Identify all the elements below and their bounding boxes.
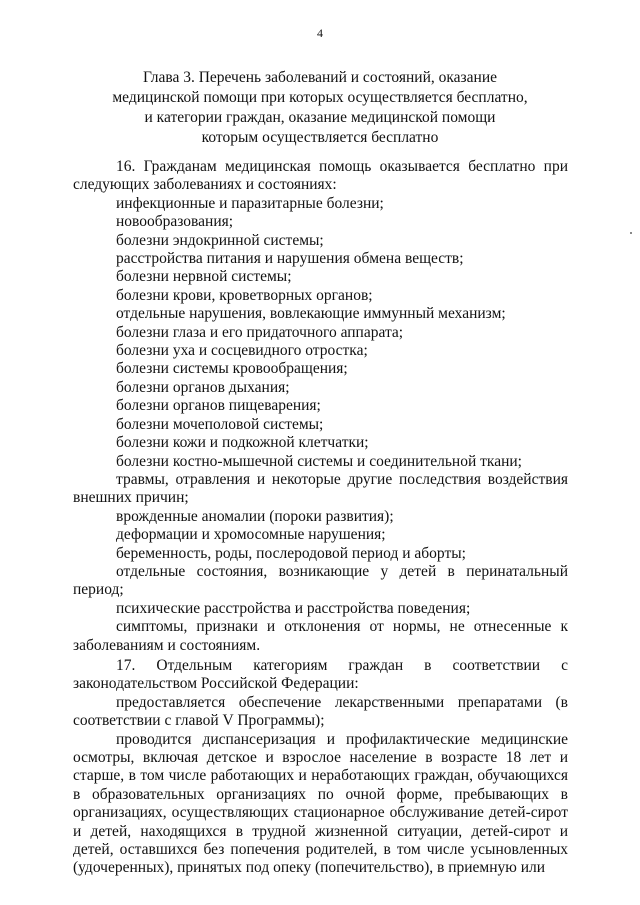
list-item: проводится диспансеризация и профилактические медицинские осмотры, включая детское и взрослое население в возрасте 18 лет и старше, в том числе работающих и неработающих граждан, обучающихся в образовательных организациях по очной форме, пребывающих в организациях, осуществляющих стационарное обслуживание детей-сирот и детей, находящихся в трудной жизненной ситуации, детей-сирот и детей, оставшихся без попечения родителей, в том числе усыновленных (удочеренных), принятых под опеку (попечительство), в приемную или xyxy=(73,730,568,877)
list-item: беременность, роды, послеродовой период и аборты; xyxy=(116,544,466,562)
list-item: болезни крови, кроветворных органов; xyxy=(116,286,373,304)
paragraph-17: 17. Отдельным категориям граждан в соответствии с законодательством Российской Федерации: xyxy=(73,656,568,693)
list-item: симптомы, признаки и отклонения от нормы, не отнесенные к заболеваниям и состояниям. xyxy=(73,618,568,654)
list-item: болезни кожи и подкожной клетчатки; xyxy=(116,434,369,452)
list-item: болезни уха и сосцевидного отростка; xyxy=(116,342,368,360)
chapter-title-line: Глава 3. Перечень заболеваний и состояний, оказание xyxy=(142,69,498,86)
page-number: 4 xyxy=(317,26,323,40)
paragraph-16: 16. Гражданам медицинская помощь оказывается бесплатно при следующих заболеваниях и состояниях: xyxy=(73,158,568,194)
list-item: болезни нервной системы; xyxy=(116,268,292,286)
list-item: болезни эндокринной системы; xyxy=(116,231,324,249)
list-item: травмы, отравления и некоторые другие последствия воздействия внешних причин; xyxy=(73,470,568,507)
list-item: расстройства питания и нарушения обмена веществ; xyxy=(116,250,464,268)
chapter-title xyxy=(90,68,550,148)
list-item: психические расстройства и расстройства поведения; xyxy=(116,599,471,617)
chapter-title-line: которым осуществляется бесплатно xyxy=(201,129,439,146)
document-body xyxy=(73,158,568,878)
scan-speck xyxy=(630,232,632,234)
list-item: деформации и хромосомные нарушения; xyxy=(116,526,386,544)
list-item: отдельные нарушения, вовлекающие иммунный механизм; xyxy=(116,305,506,323)
list-item: болезни системы кровообращения; xyxy=(116,360,348,378)
list-item: предоставляется обеспечение лекарственными препаратами (в соответствии с главой V Программы); xyxy=(73,693,568,730)
list-item: врожденные аномалии (пороки развития); xyxy=(116,507,394,525)
list-item: болезни органов пищеварения; xyxy=(116,397,321,415)
chapter-title-line: и категории граждан, оказание медицинской помощи xyxy=(144,109,496,126)
chapter-title-line: медицинской помощи при которых осуществляется бесплатно, xyxy=(112,89,528,106)
list-item: болезни глаза и его придаточного аппарата; xyxy=(116,323,404,341)
list-item: болезни костно-мышечной системы и соединительной ткани; xyxy=(116,452,522,470)
list-item: новообразования; xyxy=(116,213,234,231)
list-item: отдельные состояния, возникающие у детей в перинатальный период; xyxy=(73,562,568,599)
list-item: болезни мочеполовой системы; xyxy=(116,415,324,433)
list-item: инфекционные и паразитарные болезни; xyxy=(116,194,384,212)
list-item: болезни органов дыхания; xyxy=(116,378,290,396)
